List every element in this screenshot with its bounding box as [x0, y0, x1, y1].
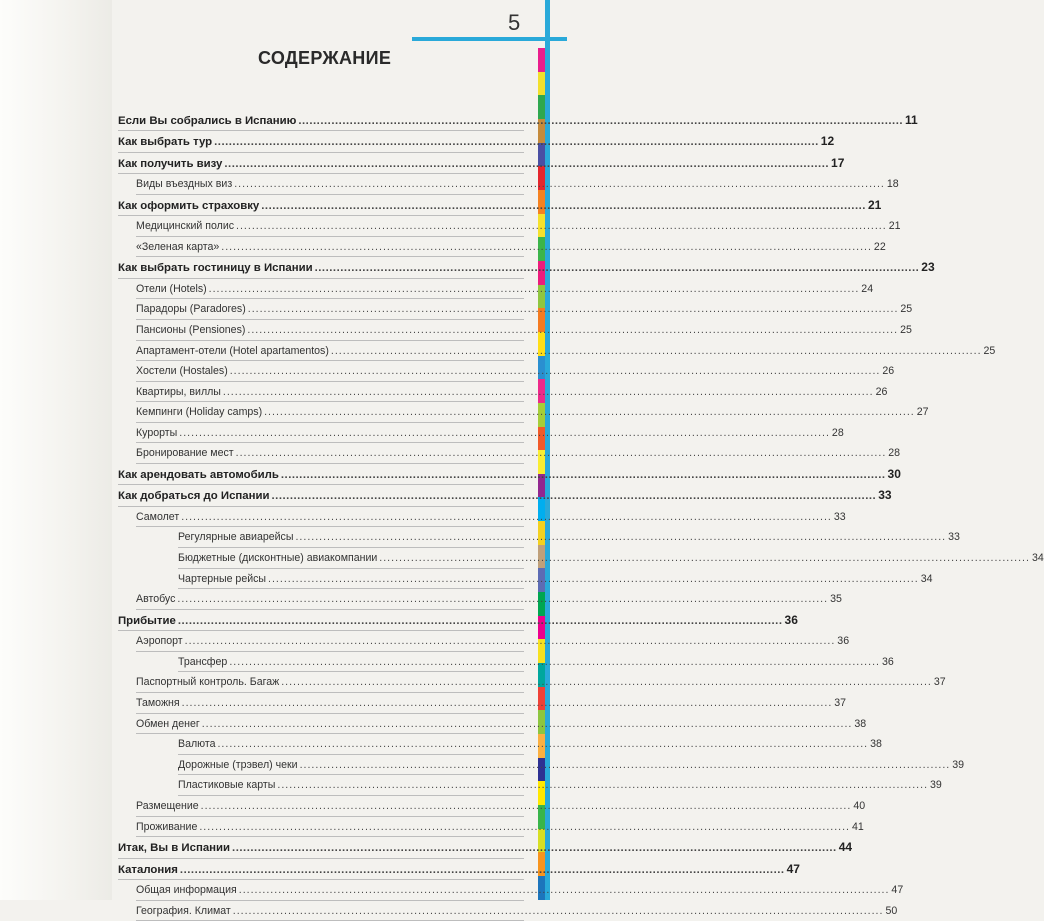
dot-leader: [281, 465, 886, 485]
dot-leader: [236, 443, 887, 463]
toc-chapter[interactable]: [118, 464, 901, 485]
toc-entry-page: 34: [920, 572, 933, 585]
toc-entry-label: География. Климат: [136, 904, 231, 917]
toc-entry-label: Апартамент-отели (Hotel apartamentos): [136, 344, 329, 357]
toc-entry-page: 33: [948, 531, 960, 544]
toc-chapter[interactable]: [118, 837, 853, 858]
toc-subentry[interactable]: [178, 755, 965, 776]
toc-subentry[interactable]: [136, 796, 866, 817]
toc-entry-label: Каталония: [118, 863, 178, 876]
toc-entry-page: 25: [983, 344, 996, 357]
toc-entry-label: Обмен денег: [136, 717, 200, 730]
toc-subentry[interactable]: [136, 320, 912, 341]
toc-entry-label: Бюджетные (дисконтные) авиакомпании: [178, 552, 378, 565]
page-number: 5: [508, 10, 521, 35]
toc-chapter[interactable]: [118, 257, 935, 278]
toc-entry-label: Медицинский полис: [136, 220, 235, 233]
dot-leader: [233, 901, 884, 921]
toc-entry-page: 28: [888, 447, 901, 460]
toc-entry-page: 36: [784, 612, 798, 627]
toc-subentry[interactable]: [136, 901, 898, 921]
toc-entry-label: Самолет: [136, 510, 180, 523]
toc-subentry[interactable]: [136, 174, 899, 195]
toc-entry-page: 26: [882, 365, 895, 378]
dot-leader: [281, 672, 932, 692]
toc-entry-page: 50: [885, 904, 898, 917]
toc-chapter[interactable]: [118, 485, 892, 506]
toc-entry-label: Размещение: [136, 799, 199, 812]
toc-entry-label: Как выбрать гостиницу в Испании: [118, 262, 313, 275]
toc-entry-label: Таможня: [136, 697, 180, 709]
toc-subentry[interactable]: [178, 652, 894, 673]
dot-leader: [181, 507, 832, 527]
toc-entry-page: 30: [887, 467, 901, 482]
toc-entry-label: Квартиры, виллы: [136, 385, 221, 398]
toc-entry-label: Паспортный контроль. Багаж: [136, 676, 280, 689]
toc-entry-label: Валюта: [178, 738, 216, 751]
toc-entry-page: 41: [852, 820, 864, 833]
toc-entry-page: 21: [867, 197, 882, 212]
toc-entry-label: Прибытие: [118, 614, 176, 627]
toc-entry-label: Трансфер: [178, 655, 228, 668]
dot-leader: [201, 796, 852, 816]
toc-entry-page: 44: [838, 840, 853, 855]
toc-entry-label: Как добраться до Испании: [118, 490, 270, 503]
toc-entry-label: Парадоры (Paradores): [136, 303, 246, 316]
toc-chapter[interactable]: [118, 859, 800, 880]
toc-entry-label: Бронирование мест: [136, 447, 234, 460]
dot-leader: [209, 279, 860, 299]
dot-leader: [232, 838, 837, 858]
dot-leader: [230, 361, 881, 381]
toc-entry-page: 23: [921, 260, 935, 275]
dot-leader: [264, 402, 915, 422]
toc-entry-label: «Зеленая карта»: [136, 240, 220, 253]
dot-leader: [234, 174, 885, 194]
toc-entry-page: 33: [833, 510, 846, 523]
toc-entry-page: 47: [786, 861, 800, 876]
toc-entry-page: 24: [861, 282, 874, 295]
toc-chapter[interactable]: [118, 110, 918, 131]
toc-subentry[interactable]: [178, 569, 933, 590]
toc-entry-label: Регулярные авиарейсы: [178, 531, 294, 544]
toc-entry-page: 11: [905, 113, 918, 127]
dot-leader: [180, 860, 785, 880]
toc-subentry[interactable]: [136, 693, 847, 714]
toc-entry-page: 22: [873, 240, 886, 253]
dot-leader: [214, 132, 819, 152]
toc-subentry[interactable]: [136, 237, 886, 258]
toc-entry-page: 36: [837, 635, 850, 648]
toc-entry-label: Отели (Hotels): [136, 282, 207, 295]
toc-subentry[interactable]: [136, 423, 844, 444]
toc-entry-label: Как арендовать автомобиль: [118, 469, 279, 482]
toc-subentry[interactable]: [136, 299, 913, 320]
toc-entry-label: Чартерные рейсы: [178, 572, 267, 585]
toc-entry-page: 37: [933, 676, 946, 689]
toc-entry-label: Автобус: [136, 593, 176, 606]
toc-entry-page: 27: [916, 406, 929, 419]
toc-subentry[interactable]: [136, 631, 850, 652]
toc-entry-page: 25: [900, 303, 913, 316]
toc-entry-page: 12: [820, 134, 835, 149]
dot-leader: [224, 154, 829, 174]
toc-entry-label: Дорожные (трэвел) чеки: [178, 758, 298, 771]
toc-entry-page: 34: [1031, 552, 1044, 565]
toc-subentry[interactable]: [178, 548, 1044, 569]
dot-leader: [272, 486, 877, 506]
dot-leader: [379, 548, 1030, 568]
toc-entry-page: 37: [834, 697, 847, 709]
toc-subentry[interactable]: [136, 714, 867, 735]
toc-chapter[interactable]: [118, 610, 798, 631]
toc-entry-page: 39: [930, 779, 942, 792]
dot-leader: [178, 611, 783, 631]
dot-leader: [277, 775, 928, 795]
page-title: СОДЕРЖАНИЕ: [258, 48, 392, 68]
toc-entry-page: 40: [853, 799, 866, 812]
toc-entry-label: Проживание: [136, 820, 198, 833]
toc-entry-label: Общая информация: [136, 883, 237, 896]
toc-entry-label: Пластиковые карты: [178, 779, 276, 792]
toc-subentry[interactable]: [136, 279, 874, 300]
toc-chapter[interactable]: [118, 195, 882, 216]
dot-leader: [223, 382, 874, 402]
dot-leader: [315, 258, 920, 278]
toc-subentry[interactable]: [136, 507, 846, 528]
toc-entry-label: Итак, Вы в Испании: [118, 842, 231, 855]
toc-entry-label: Кемпинги (Holiday camps): [136, 406, 263, 419]
dot-leader: [179, 423, 830, 443]
toc-entry-label: Курорты: [136, 426, 178, 439]
dot-leader: [236, 216, 887, 236]
toc-subentry[interactable]: [136, 817, 864, 838]
dot-leader: [217, 734, 868, 754]
toc-subentry[interactable]: [178, 527, 960, 548]
toc-subentry[interactable]: [136, 672, 946, 693]
header-rule: [412, 37, 567, 41]
dot-leader: [300, 755, 951, 775]
toc-entry-label: Хостели (Hostales): [136, 365, 228, 378]
toc-entry-page: 36: [881, 655, 894, 668]
page-gutter-shadow: [0, 0, 112, 900]
toc-entry-page: 38: [854, 717, 867, 730]
dot-leader: [261, 196, 866, 216]
toc-subentry[interactable]: [136, 341, 996, 362]
dot-leader: [229, 652, 880, 672]
toc-entry-page: 21: [888, 220, 901, 233]
toc-subentry[interactable]: [136, 589, 842, 610]
toc-subentry[interactable]: [136, 880, 904, 901]
toc-entry-page: 47: [891, 883, 904, 896]
toc-entry-page: 39: [952, 758, 965, 771]
color-tab: [538, 48, 545, 72]
toc-entry-label: Как получить визу: [118, 157, 223, 170]
toc-entry-page: 38: [870, 738, 882, 751]
toc-entry-page: 26: [875, 385, 888, 398]
toc-entry-page: 35: [830, 593, 842, 606]
dot-leader: [331, 341, 982, 361]
dot-leader: [247, 320, 898, 340]
toc-subentry[interactable]: [136, 443, 901, 464]
dot-leader: [268, 569, 919, 589]
toc-subentry[interactable]: [136, 402, 929, 423]
dot-leader: [182, 693, 833, 713]
toc-entry-label: Как выбрать тур: [118, 136, 213, 149]
dot-leader: [185, 631, 836, 651]
toc-entry-label: Аэропорт: [136, 635, 183, 648]
toc-entry-label: Если Вы собрались в Испанию: [118, 115, 297, 127]
toc-chapter[interactable]: [118, 131, 835, 152]
toc-entry-label: Как оформить страховку: [118, 199, 260, 212]
toc-entry-page: 18: [886, 178, 899, 191]
dot-leader: [177, 589, 828, 609]
toc-entry-page: 25: [900, 323, 912, 336]
toc-entry-label: Пансионы (Pensiones): [136, 323, 246, 336]
dot-leader: [202, 714, 853, 734]
dot-leader: [298, 111, 903, 131]
dot-leader: [248, 299, 899, 319]
toc-subentry[interactable]: [136, 361, 895, 382]
toc-entry-label: Виды въездных виз: [136, 178, 233, 191]
toc-entry-page: 17: [831, 155, 845, 170]
toc-subentry[interactable]: [136, 216, 901, 237]
dot-leader: [295, 527, 946, 547]
toc-entry-page: 33: [878, 488, 892, 503]
dot-leader: [199, 817, 850, 837]
toc-entry-page: 28: [831, 426, 844, 439]
toc-subentry[interactable]: [178, 775, 942, 796]
dot-leader: [239, 880, 890, 900]
dot-leader: [221, 237, 872, 257]
table-of-contents: [118, 110, 1044, 921]
color-tab: [538, 72, 545, 96]
toc-subentry[interactable]: [178, 734, 882, 755]
toc-subentry[interactable]: [136, 382, 888, 403]
toc-chapter[interactable]: [118, 153, 845, 174]
